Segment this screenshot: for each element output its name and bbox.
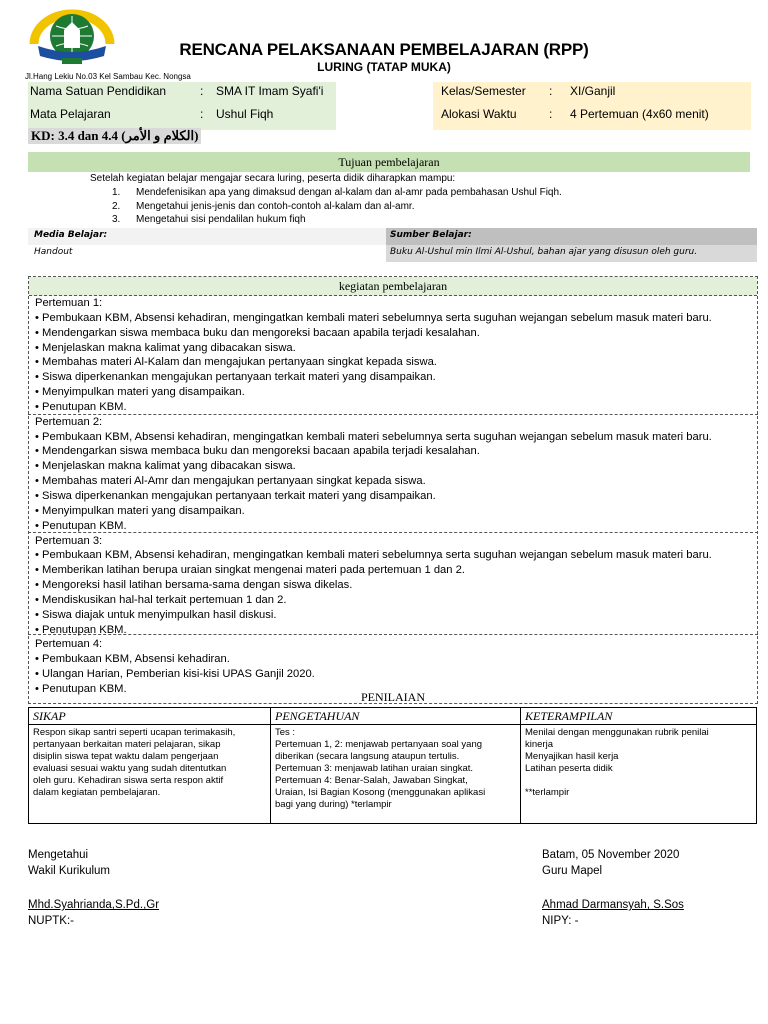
kegiatan-item: • Memberikan latihan berupa uraian singkat mengenai materi pada pertemuan 1 dan 2.: [35, 564, 465, 577]
kompetensi-dasar: KD: 3.4 dan 4.4 (الكلام و الأمر): [28, 128, 201, 144]
keterampilan-cell: [521, 725, 757, 824]
id-label: Alokasi Waktu: [441, 107, 517, 121]
sign-line: Wakil Kurikulum: [28, 865, 111, 877]
tujuan-num: 1.: [112, 187, 121, 198]
id-label: Kelas/Semester: [441, 84, 526, 98]
cell-line: **terlampir: [525, 787, 570, 798]
cell-line: Pertemuan 3: menjawab latihan uraian singkat.: [275, 763, 474, 774]
tujuan-heading: Tujuan pembelajaran: [28, 152, 750, 172]
penilaian-table: [28, 707, 757, 824]
id-label: Mata Pelajaran: [30, 107, 111, 121]
kegiatan-item: • Membahas materi Al-Amr dan mengajukan pertanyaan singkat kepada siswa.: [35, 475, 426, 488]
kegiatan-item: • Siswa diajak untuk menyimpulkan hasil diskusi.: [35, 608, 277, 621]
signer-id: NUPTK:-: [28, 915, 74, 927]
id-sep: :: [549, 84, 553, 98]
id-sep: :: [200, 84, 204, 98]
id-value: SMA IT Imam Syafi'i: [216, 84, 324, 98]
tujuan-num: 3.: [112, 214, 121, 225]
id-sep: :: [549, 107, 553, 121]
kegiatan-item: • Mendengarkan siswa membaca buku dan mengoreksi bacaan apabila terjadi kesalahan.: [35, 326, 480, 339]
kegiatan-item: • Pembukaan KBM, Absensi kehadiran, mengingatkan kembali materi sebelumnya serta suguhan wejangan sebelum masuk materi baru.: [35, 549, 712, 562]
cell-line: Latihan peserta didik: [525, 763, 613, 774]
sikap-cell: [29, 725, 271, 824]
cell-line: Menilai dengan menggunakan rubrik penilai: [525, 727, 709, 738]
kegiatan-item: • Menyimpulkan materi yang disampaikan.: [35, 386, 245, 399]
tujuan-intro: Setelah kegiatan belajar mengajar secara luring, peserta didik diharapkan mampu:: [90, 173, 456, 184]
signer-id: NIPY: -: [542, 915, 579, 927]
kegiatan-item: • Siswa diperkenankan mengajukan pertanyaan terkait materi yang disampaikan.: [35, 371, 436, 384]
cell-line: [525, 775, 752, 787]
cell-line: bagi yang during) *terlampir: [275, 799, 392, 810]
cell-line: pertanyaan berkaitan materi pelajaran, sikap: [33, 739, 221, 750]
kegiatan-item: • Pembukaan KBM, Absensi kehadiran, mengingatkan kembali materi sebelumnya serta suguhan wejangan sebelum masuk materi baru.: [35, 311, 712, 324]
cell-line: Pertemuan 1, 2: menjawab pertanyaan soal yang: [275, 739, 483, 750]
kegiatan-item: • Menjelaskan makna kalimat yang dibacakan siswa.: [35, 460, 296, 473]
kegiatan-item: • Membahas materi Al-Kalam dan mengajukan pertanyaan singkat kepada siswa.: [35, 356, 437, 369]
kegiatan-item: • Penutupan KBM.: [35, 519, 127, 532]
cell-line: disiplin siswa tepat waktu dalam pengerjaan: [33, 751, 219, 762]
cell-line: diberikan (secara langsung ataupun tertulis.: [275, 751, 460, 762]
cell-line: Menyajikan hasil kerja: [525, 751, 619, 762]
document-subtitle: LURING (TATAP MUKA): [317, 60, 451, 74]
id-sep: :: [200, 107, 204, 121]
kegiatan-item: • Mengoreksi hasil latihan bersama-sama dengan siswa dikelas.: [35, 579, 353, 592]
sumber-value: Buku Al-Ushul min Ilmi Al-Ushul, bahan ajar yang disusun oleh guru.: [390, 247, 698, 257]
signer-name: Mhd.Syahrianda,S.Pd.,Gr: [28, 899, 160, 911]
tujuan-item: Mengetahui sisi pendalilan hukum fiqh: [136, 214, 306, 225]
signature-right: [542, 849, 684, 931]
kegiatan-item: • Mendiskusikan hal-hal terkait pertemuan 1 dan 2.: [35, 593, 287, 606]
cell-line: Respon sikap santri seperti ucapan terimakasih,: [33, 727, 236, 738]
kegiatan-item: • Menjelaskan makna kalimat yang dibacakan siswa.: [35, 341, 296, 354]
pertemuan-heading: Pertemuan 4:: [35, 638, 103, 651]
id-value: XI/Ganjil: [570, 84, 616, 98]
cell-line: kinerja: [525, 739, 553, 750]
kegiatan-item: • Pembukaan KBM, Absensi kehadiran.: [35, 653, 230, 666]
pertemuan-heading: Pertemuan 1:: [35, 297, 103, 309]
tujuan-num: 2.: [112, 201, 121, 212]
media-value: Handout: [34, 247, 73, 257]
signature-left: [28, 849, 159, 931]
kegiatan-item: • Menyimpulkan materi yang disampaikan.: [35, 504, 245, 517]
tujuan-item: Mengetahui jenis-jenis dan contoh-contoh al-kalam dan al-amr.: [136, 201, 415, 212]
sign-line: Mengetahui: [28, 849, 89, 861]
sign-line: Batam, 05 November 2020: [542, 849, 680, 861]
sumber-label-cell: [386, 228, 757, 245]
cell-line: Uraian, Isi Bagian Kosong (menggunakan aplikasi: [275, 787, 486, 798]
sumber-label: Sumber Belajar:: [390, 230, 472, 240]
kegiatan-item: • Ulangan Harian, Pemberian kisi-kisi UPAS Ganjil 2020.: [35, 668, 315, 681]
media-values: [28, 245, 757, 262]
signer-name: Ahmad Darmansyah, S.Sos: [542, 899, 684, 911]
media-label: Media Belajar:: [34, 230, 108, 240]
cell-line: Pertemuan 4: Benar-Salah, Jawaban Singkat,: [275, 775, 468, 786]
media-header: [28, 228, 757, 245]
kegiatan-item: • Siswa diperkenankan mengajukan pertanyaan terkait materi yang disampaikan.: [35, 489, 436, 502]
document-title: RENCANA PELAKSANAAN PEMBELAJARAN (RPP): [179, 40, 589, 59]
school-address: Jl.Hang Lekiu No.03 Kel Sambau Kec. Nongsa: [25, 72, 191, 81]
cell-line: evaluasi sesuai waktu yang sudah ditentutkan: [33, 763, 227, 774]
id-value: Ushul Fiqh: [216, 107, 274, 121]
identity-right: [433, 82, 751, 130]
kegiatan-item: • Penutupan KBM.: [35, 400, 127, 413]
pertemuan-heading: Pertemuan 2:: [35, 415, 103, 428]
sumber-value-cell: [386, 245, 757, 262]
kegiatan-list: [35, 297, 712, 698]
column-header-pengetahuan: PENGETAHUAN: [271, 708, 521, 725]
kegiatan-item: • Penutupan KBM.: [35, 623, 127, 636]
media-value-cell: [28, 245, 386, 262]
identity-left: [28, 82, 336, 130]
cell-line: oleh guru. Kehadiran siswa serta respon aktif: [33, 775, 224, 786]
sign-line: Guru Mapel: [542, 865, 603, 877]
column-header-sikap: SIKAP: [29, 708, 271, 725]
penilaian-heading: PENILAIAN: [361, 690, 425, 704]
column-header-keterampilan: KETERAMPILAN: [521, 708, 757, 725]
cell-line: Tes :: [275, 727, 296, 738]
media-label-cell: [28, 228, 386, 245]
cell-line: dalam kegiatan pembelajaran.: [33, 787, 161, 798]
kegiatan-item: • Mendengarkan siswa membaca buku dan mengoreksi bacaan apabila terjadi kesalahan.: [35, 445, 480, 458]
id-label: Nama Satuan Pendidikan: [30, 84, 167, 98]
kegiatan-item: • Penutupan KBM.: [35, 682, 127, 695]
kegiatan-item: • Pembukaan KBM, Absensi kehadiran, mengingatkan kembali materi sebelumnya serta suguhan wejangan sebelum masuk materi baru.: [35, 430, 712, 443]
tujuan-item: Mendefenisikan apa yang dimaksud dengan al-kalam dan al-amr pada pembahasan Ushul Fiqh.: [136, 187, 562, 198]
id-value: 4 Pertemuan (4x60 menit): [570, 107, 709, 121]
pertemuan-heading: Pertemuan 3:: [35, 534, 103, 547]
kegiatan-heading: kegiatan pembelajaran: [29, 277, 757, 296]
pengetahuan-cell: [271, 725, 521, 824]
